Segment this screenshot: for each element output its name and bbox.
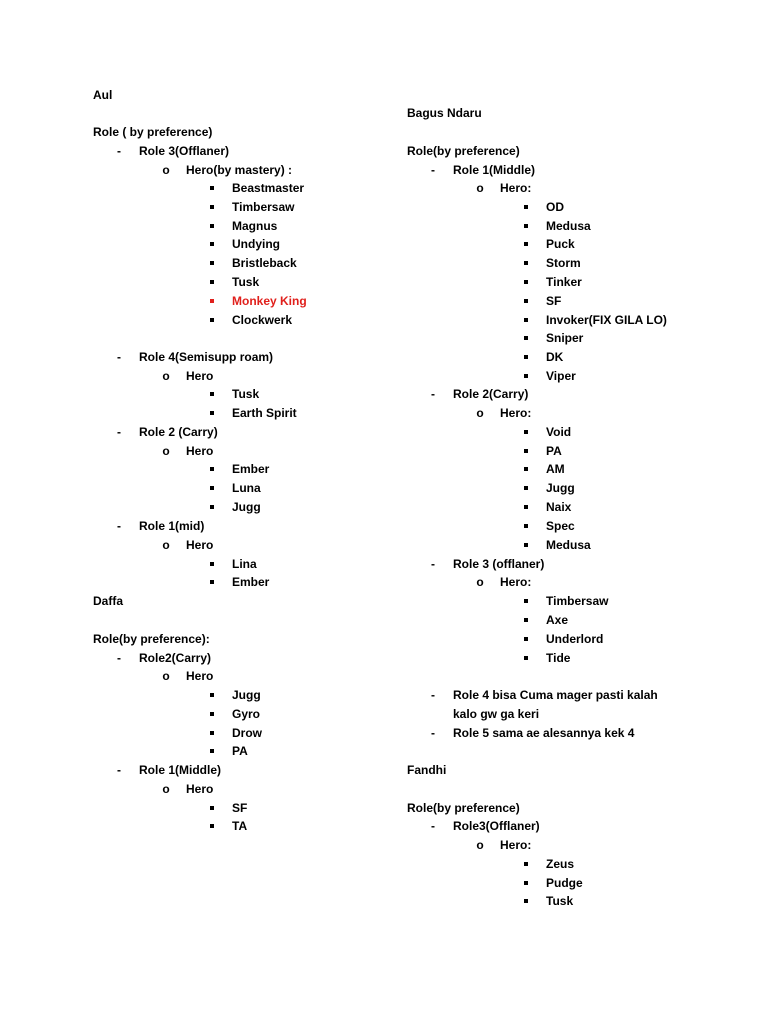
hero-item: Spec bbox=[519, 517, 575, 536]
role-heading: Role ( by preference) bbox=[93, 125, 213, 139]
hero-item: Jugg bbox=[205, 498, 261, 517]
square-bullet-icon bbox=[524, 618, 528, 622]
hero-label: o Hero bbox=[159, 536, 213, 555]
square-bullet-icon bbox=[210, 467, 214, 471]
square-bullet-icon bbox=[210, 486, 214, 490]
hero-item: Tusk bbox=[519, 892, 573, 911]
hero-label: o Hero bbox=[159, 442, 213, 461]
square-bullet-icon bbox=[210, 580, 214, 584]
dash-marker: - bbox=[117, 425, 121, 439]
square-bullet-icon bbox=[210, 205, 214, 209]
square-bullet-icon bbox=[524, 449, 528, 453]
hero-item: Lina bbox=[205, 555, 257, 574]
circle-marker: o bbox=[476, 181, 484, 195]
hero-item: OD bbox=[519, 198, 564, 217]
role-item: - Role 3 (offlaner) bbox=[426, 555, 544, 574]
hero-label: o Hero bbox=[159, 780, 213, 799]
square-bullet-icon bbox=[524, 467, 528, 471]
square-bullet-icon bbox=[524, 881, 528, 885]
role-item: - Role 2 (Carry) bbox=[112, 423, 218, 442]
square-bullet-icon bbox=[524, 205, 528, 209]
hero-item: Medusa bbox=[519, 217, 591, 236]
hero-item: Viper bbox=[519, 367, 576, 386]
hero-label: o Hero: bbox=[473, 836, 531, 855]
square-bullet-icon bbox=[210, 505, 214, 509]
square-bullet-icon bbox=[524, 224, 528, 228]
role-item: - Role 1(mid) bbox=[112, 517, 204, 536]
hero-item: PA bbox=[205, 742, 248, 761]
hero-item: Medusa bbox=[519, 536, 591, 555]
dash-marker: - bbox=[431, 688, 435, 702]
square-bullet-icon bbox=[524, 543, 528, 547]
hero-item: Tide bbox=[519, 649, 570, 668]
hero-item: Magnus bbox=[205, 217, 277, 236]
hero-item: Bristleback bbox=[205, 254, 297, 273]
dash-marker: - bbox=[431, 163, 435, 177]
square-bullet-icon bbox=[524, 374, 528, 378]
person-name-fandhi: Fandhi bbox=[407, 763, 447, 777]
square-bullet-icon bbox=[524, 637, 528, 641]
square-bullet-icon bbox=[210, 224, 214, 228]
hero-item: Undying bbox=[205, 235, 280, 254]
square-bullet-icon bbox=[524, 242, 528, 246]
square-bullet-icon bbox=[524, 505, 528, 509]
square-bullet-icon bbox=[524, 524, 528, 528]
hero-item: Naix bbox=[519, 498, 571, 517]
dash-marker: - bbox=[117, 763, 121, 777]
hero-item: Ember bbox=[205, 460, 269, 479]
dash-marker: - bbox=[431, 819, 435, 833]
hero-item: Zeus bbox=[519, 855, 574, 874]
hero-item: Tinker bbox=[519, 273, 582, 292]
role-item: - Role 2(Carry) bbox=[426, 385, 528, 404]
square-bullet-icon bbox=[210, 280, 214, 284]
role-item: - Role3(Offlaner) bbox=[426, 817, 540, 836]
circle-marker: o bbox=[162, 163, 170, 177]
hero-item-highlighted: Monkey King bbox=[205, 292, 307, 311]
square-bullet-icon bbox=[210, 562, 214, 566]
role-item: - Role 1(Middle) bbox=[426, 161, 535, 180]
role-note: - Role 5 sama ae alesannya kek 4 bbox=[426, 724, 634, 743]
dash-marker: - bbox=[117, 519, 121, 533]
role-heading: Role(by preference) bbox=[407, 801, 520, 815]
square-bullet-icon bbox=[210, 318, 214, 322]
person-name-daffa: Daffa bbox=[93, 594, 124, 608]
hero-label: o Hero: bbox=[473, 573, 531, 592]
hero-item: Timbersaw bbox=[519, 592, 608, 611]
role-heading: Role(by preference) bbox=[407, 144, 520, 158]
hero-label: o Hero: bbox=[473, 404, 531, 423]
role-item: - Role 3(Offlaner) bbox=[112, 142, 229, 161]
square-bullet-icon bbox=[524, 599, 528, 603]
square-bullet-icon bbox=[210, 186, 214, 190]
square-bullet-icon bbox=[524, 486, 528, 490]
circle-marker: o bbox=[162, 782, 170, 796]
dash-marker: - bbox=[117, 350, 121, 364]
role-heading: Role(by preference): bbox=[93, 632, 210, 646]
square-bullet-icon bbox=[210, 712, 214, 716]
dash-marker: - bbox=[431, 557, 435, 571]
dash-marker: - bbox=[431, 726, 435, 740]
square-bullet-icon bbox=[524, 336, 528, 340]
circle-marker: o bbox=[476, 406, 484, 420]
square-bullet-icon bbox=[210, 749, 214, 753]
square-bullet-icon bbox=[524, 280, 528, 284]
circle-marker: o bbox=[162, 444, 170, 458]
square-bullet-icon bbox=[210, 299, 214, 303]
circle-marker: o bbox=[162, 369, 170, 383]
square-bullet-icon bbox=[524, 299, 528, 303]
circle-marker: o bbox=[476, 838, 484, 852]
square-bullet-icon bbox=[524, 355, 528, 359]
hero-item: Tusk bbox=[205, 273, 259, 292]
hero-item: Jugg bbox=[519, 479, 575, 498]
hero-label: o Hero bbox=[159, 667, 213, 686]
hero-item: SF bbox=[205, 799, 247, 818]
circle-marker: o bbox=[162, 669, 170, 683]
hero-item: Drow bbox=[205, 724, 262, 743]
hero-item: Gyro bbox=[205, 705, 260, 724]
hero-item: Pudge bbox=[519, 874, 583, 893]
circle-marker: o bbox=[162, 538, 170, 552]
hero-item: SF bbox=[519, 292, 561, 311]
square-bullet-icon bbox=[524, 862, 528, 866]
hero-item: Puck bbox=[519, 235, 575, 254]
person-name-aul: Aul bbox=[93, 88, 113, 102]
hero-item: Luna bbox=[205, 479, 261, 498]
role-item: - Role 4(Semisupp roam) bbox=[112, 348, 273, 367]
circle-marker: o bbox=[476, 575, 484, 589]
hero-item: Tusk bbox=[205, 385, 259, 404]
hero-item: AM bbox=[519, 460, 565, 479]
hero-item: Axe bbox=[519, 611, 568, 630]
hero-item: Storm bbox=[519, 254, 581, 273]
hero-item: Invoker(FIX GILA LO) bbox=[519, 311, 667, 330]
role-item: - Role 1(Middle) bbox=[112, 761, 221, 780]
hero-item: Underlord bbox=[519, 630, 603, 649]
square-bullet-icon bbox=[524, 899, 528, 903]
person-name-bagus-ndaru: Bagus Ndaru bbox=[407, 106, 482, 120]
hero-item: Beastmaster bbox=[205, 179, 304, 198]
hero-item: DK bbox=[519, 348, 563, 367]
role-item: - Role2(Carry) bbox=[112, 649, 211, 668]
hero-label: o Hero(by mastery) : bbox=[159, 161, 292, 180]
hero-item: Sniper bbox=[519, 329, 583, 348]
hero-item: Ember bbox=[205, 573, 269, 592]
square-bullet-icon bbox=[524, 318, 528, 322]
hero-label: o Hero: bbox=[473, 179, 531, 198]
square-bullet-icon bbox=[210, 392, 214, 396]
square-bullet-icon bbox=[524, 261, 528, 265]
hero-item: Jugg bbox=[205, 686, 261, 705]
hero-item: Void bbox=[519, 423, 571, 442]
square-bullet-icon bbox=[210, 693, 214, 697]
hero-item: PA bbox=[519, 442, 562, 461]
dash-marker: - bbox=[117, 144, 121, 158]
square-bullet-icon bbox=[210, 411, 214, 415]
dash-marker: - bbox=[431, 387, 435, 401]
square-bullet-icon bbox=[210, 824, 214, 828]
dash-marker: - bbox=[117, 651, 121, 665]
square-bullet-icon bbox=[210, 731, 214, 735]
square-bullet-icon bbox=[524, 656, 528, 660]
square-bullet-icon bbox=[210, 242, 214, 246]
hero-item: Clockwerk bbox=[205, 311, 292, 330]
square-bullet-icon bbox=[210, 806, 214, 810]
hero-label: o Hero bbox=[159, 367, 213, 386]
role-note: - Role 4 bisa Cuma mager pasti kalah bbox=[426, 686, 658, 705]
role-note-continuation: kalo gw ga keri bbox=[453, 707, 540, 721]
hero-item: TA bbox=[205, 817, 247, 836]
square-bullet-icon bbox=[210, 261, 214, 265]
hero-item: Earth Spirit bbox=[205, 404, 297, 423]
square-bullet-icon bbox=[524, 430, 528, 434]
hero-item: Timbersaw bbox=[205, 198, 294, 217]
